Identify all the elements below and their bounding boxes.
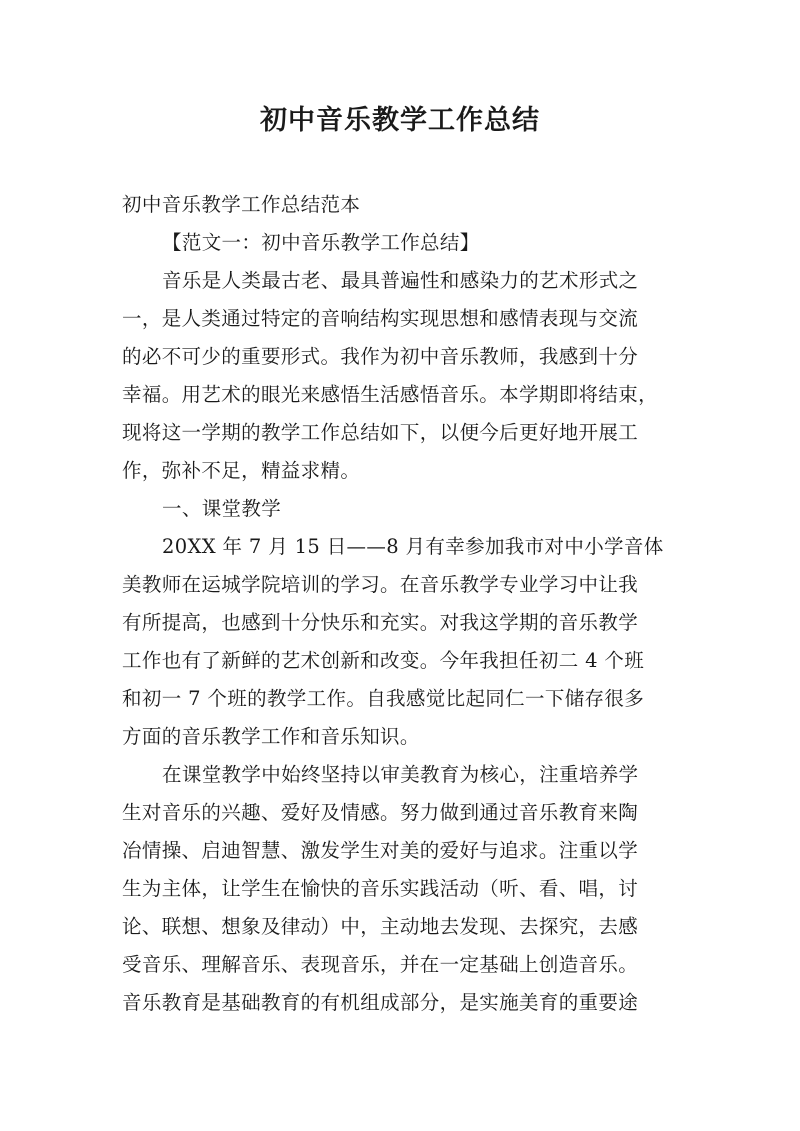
text-line: 一、课堂教学 [162,497,282,520]
text-line: 冶情操、启迪智慧、激发学生对美的爱好与追求。注重以学 [122,839,639,862]
text-line: 音乐教育是基础教育的有机组成部分，是实施美育的重要途 [122,991,639,1014]
text-line: 工作也有了新鲜的艺术创新和改变。今年我担任初二 4 个班 [122,649,645,672]
document-title: 初中音乐教学工作总结 [260,105,540,136]
text-line: 作，弥补不足，精益求精。 [122,459,361,482]
text-line: 20XX 年 7 月 15 日——8 月有幸参加我市对中小学音体 [162,535,664,558]
text-line: 和初一 7 个班的教学工作。自我感觉比起同仁一下储存很多 [122,687,645,710]
text-line: 一，是人类通过特定的音响结构实现思想和感情表现与交流 [122,307,639,330]
text-line: 生对音乐的兴趣、爱好及情感。努力做到通过音乐教育来陶 [122,801,639,824]
text-line: 在课堂教学中始终坚持以审美教育为核心，注重培养学 [162,763,639,786]
text-line: 音乐是人类最古老、最具普遍性和感染力的艺术形式之 [162,269,639,292]
text-line: 美教师在运城学院培训的学习。在音乐教学专业学习中让我 [122,573,639,596]
text-line: 生为主体，让学生在愉快的音乐实践活动（听、看、唱，讨 [122,877,639,900]
text-line: 现将这一学期的教学工作总结如下，以便今后更好地开展工 [122,421,639,444]
text-line: 初中音乐教学工作总结范本 [122,193,361,216]
text-line: 【范文一：初中音乐教学工作总结】 [162,231,480,254]
document-body [122,186,692,1022]
text-line: 有所提高，也感到十分快乐和充实。对我这学期的音乐教学 [122,611,639,634]
text-line: 论、联想、想象及律动）中，主动地去发现、去探究，去感 [122,915,639,938]
text-line: 的必不可少的重要形式。我作为初中音乐教师，我感到十分 [122,345,639,368]
text-line: 方面的音乐教学工作和音乐知识。 [122,725,420,748]
text-line: 受音乐、理解音乐、表现音乐，并在一定基础上创造音乐。 [122,953,639,976]
text-line: 幸福。用艺术的眼光来感悟生活感悟音乐。本学期即将结束， [122,383,658,406]
